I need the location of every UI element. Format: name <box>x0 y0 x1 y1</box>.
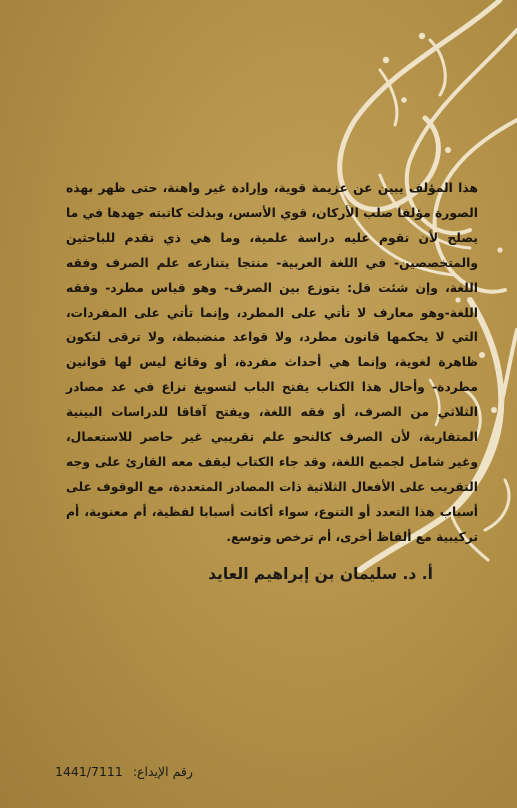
deposit-number <box>55 764 193 779</box>
deposit-value: 1441/7111 <box>55 764 123 779</box>
description-text <box>66 176 478 550</box>
description-paragraph: هذا المؤلف يبين عن عزيمة قوية، وإرادة غير واهنة، حتى ظهر بهذه الصورة مؤلفا صلب الأركان، قوي الأسس، وبذلت كاتبته جهدها في ما يصلح لأن تقوم عليه دراسة علمية، وما هي ذي تقدم للباحثين والمتخصصين- في اللغة العربية- منتجا يتنازعه علم الصرف وفقه اللغة، وإن شئت قل: يتوزع بين الصرف- وهو قياس مطرد- وفقه اللغة-وهو معارف لا تأتي على المطرد، وإنما تأتي على المفردات، التي لا يحكمها قانون مطرد، ولا قواعد منضبطة، ولا ترقى لتكون ظاهرة لغوية، وإنما هي أحداث مفردة، أو وقائع ليس لها قوانين مطردة- وأحال هذا الكتاب يفتح الباب لتسويغ نزاع في عد مصادر الثلاثي من الصرف، أو فقه اللغة، ويفتح آفاقا للدراسات البينية المتقاربة، لأن الصرف كالنحو علم تقريبي غير حاصر للاستعمال، وغير شامل لجميع اللغة، وقد جاء الكتاب ليقف معه القارئ على وجه التقريب على الأفعال الثلاثية ذات المصادر المتعددة، مع الوقوف على أسباب هذا التعدد أو التنوع، سواء أكانت أسبابا لفظية، أم معنوية، أم تركيبية مع ألفاظ أخرى، أم ترخص وتوسع. <box>66 181 478 544</box>
author-name: أ. د. سليمان بن إبراهيم العايد <box>208 565 433 583</box>
deposit-label: رقم الإيداع: <box>132 764 193 779</box>
